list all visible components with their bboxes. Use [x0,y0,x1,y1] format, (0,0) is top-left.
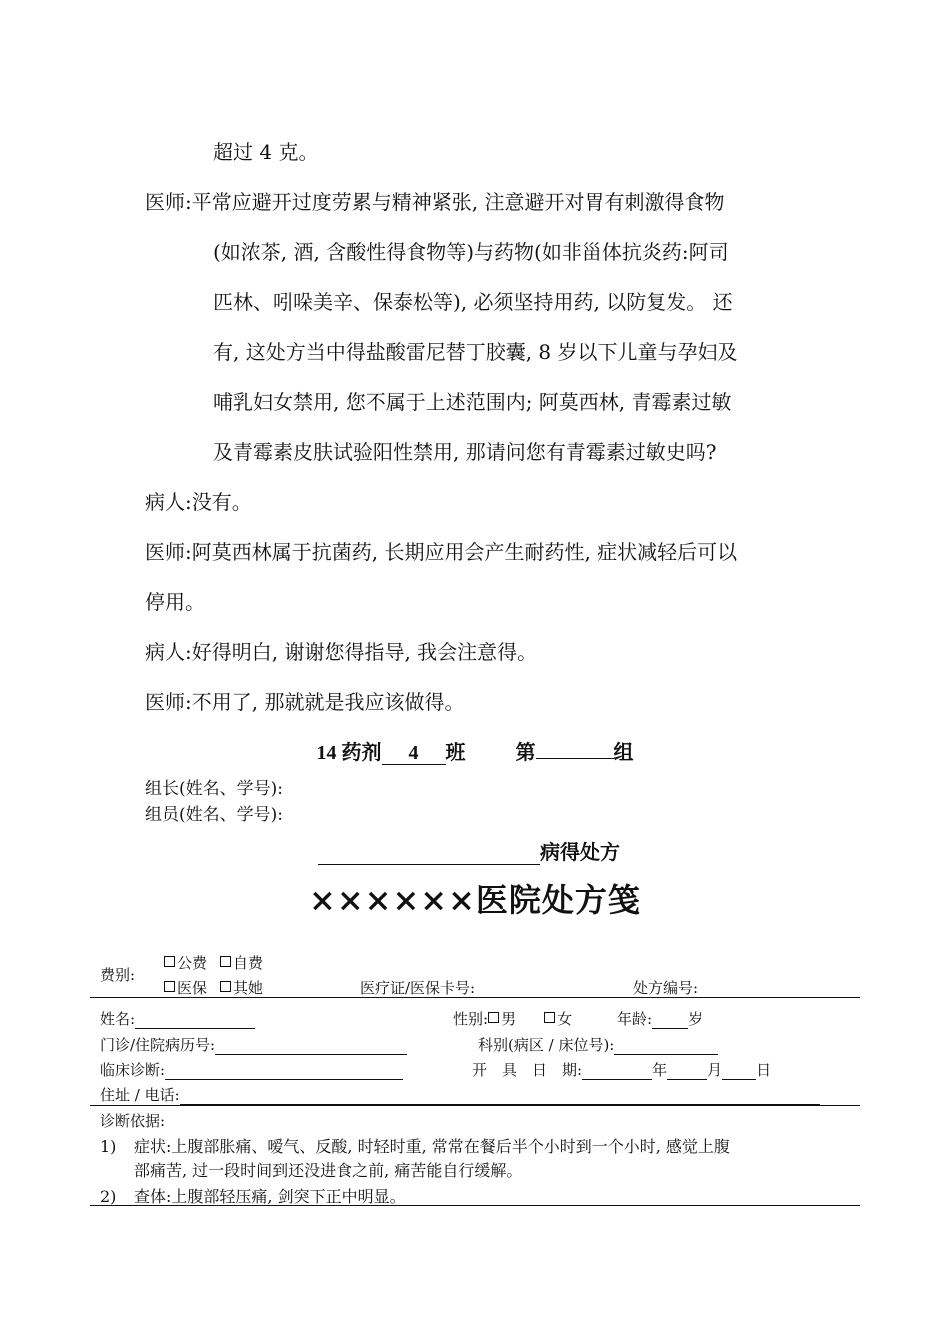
dialogue-line: 及青霉素皮肤试验阳性禁用, 那请问您有青霉素过敏史吗? [213,440,717,464]
diagnosis-basis-label: 诊断依据: [100,1112,166,1130]
divider [90,1205,860,1206]
dialogue-line: 医师:阿莫西林属于抗菌药, 长期应用会产生耐药性, 症状减轻后可以 [145,540,738,564]
age-field[interactable]: 年龄: 岁 [617,1010,704,1028]
leader-label: 组长(姓名、学号): [145,779,283,799]
fee-option-self[interactable]: 自费 [220,952,263,973]
speaker-label: 医师 [145,540,185,564]
dialogue-line: 病人:好得明白, 谢谢您得指导, 我会注意得。 [145,640,538,664]
checkbox-icon [488,1012,499,1023]
speaker-label: 病人 [145,640,185,664]
hospital-title: ××××××医院处方笺 [309,881,641,919]
class-number-field: 4 [382,742,446,765]
dialogue-line: 停用。 [145,590,205,614]
speaker-label: 医师 [145,190,185,214]
fee-label: 费别: [100,966,136,984]
members-label: 组员(姓名、学号): [145,805,283,825]
prescription-heading: 病得处方 [318,836,620,865]
checkbox-icon [220,956,231,967]
insurance-card-label: 医疗证/医保卡号: [360,979,476,997]
record-number-field[interactable]: 门诊/住院病历号: [100,1034,407,1055]
checkbox-icon [544,1012,555,1023]
dialogue-line: 哺乳妇女禁用, 您不属于上述范围内; 阿莫西林, 青霉素过敏 [213,390,732,414]
issue-date-field[interactable]: 开 具 日 期: 年 月 日 [472,1061,772,1079]
dialogue-line: 病人:没有。 [145,490,252,514]
clinical-diagnosis-field[interactable]: 临床诊断: [100,1059,403,1080]
group-number-field [536,758,614,759]
dialogue-line: 有, 这处方当中得盐酸雷尼替丁胶囊, 8 岁以下儿童与孕妇及 [213,340,738,364]
address-phone-field[interactable]: 住址 / 电话: [100,1084,820,1105]
gender-field[interactable]: 性别: 男 女 [453,1010,573,1028]
checkbox-icon [164,956,175,967]
divider [90,1105,860,1106]
basis-item-continuation: 部痛苦, 过一段时间到还没进食之前, 痛苦能自行缓解。 [134,1161,523,1180]
dialogue-line: (如浓茶, 酒, 含酸性得食物等)与药物(如非甾体抗炎药:阿司 [213,240,729,264]
basis-item: 2) 查体:上腹部轻压痛, 剑突下正中明显。 [100,1187,406,1206]
dialogue-line: 医师:平常应避开过度劳累与精神紧张, 注意避开对胃有刺激得食物 [145,190,725,214]
speaker-label: 病人 [145,490,185,514]
rx-number-label: 处方编号: [633,979,699,997]
diagnosis-blank [318,842,540,865]
speaker-label: 医师 [145,690,185,714]
checkbox-icon [220,981,231,992]
name-field[interactable]: 姓名: [100,1008,255,1029]
dialogue-line: 医师:不用了, 那就就是我应该做得。 [145,690,465,714]
basis-item: 1) 症状:上腹部胀痛、嗳气、反酸, 时轻时重, 常常在餐后半个小时到一个小时, 感觉上腹 [100,1137,730,1156]
dialogue-line: 超过 4 克。 [213,140,319,164]
divider [90,997,860,998]
fee-option-public[interactable]: 公费 [164,952,207,973]
fee-option-insurance[interactable]: 医保 [164,977,207,998]
department-field[interactable]: 科别(病区 / 床位号): [478,1034,718,1055]
dialogue-line: 匹林、吲哚美辛、保泰松等), 必须坚持用药, 以防复发。 还 [213,290,733,314]
checkbox-icon [164,981,175,992]
group-heading: 14 药剂 4 班 第 组 [316,742,634,764]
fee-option-other[interactable]: 其她 [220,977,263,998]
